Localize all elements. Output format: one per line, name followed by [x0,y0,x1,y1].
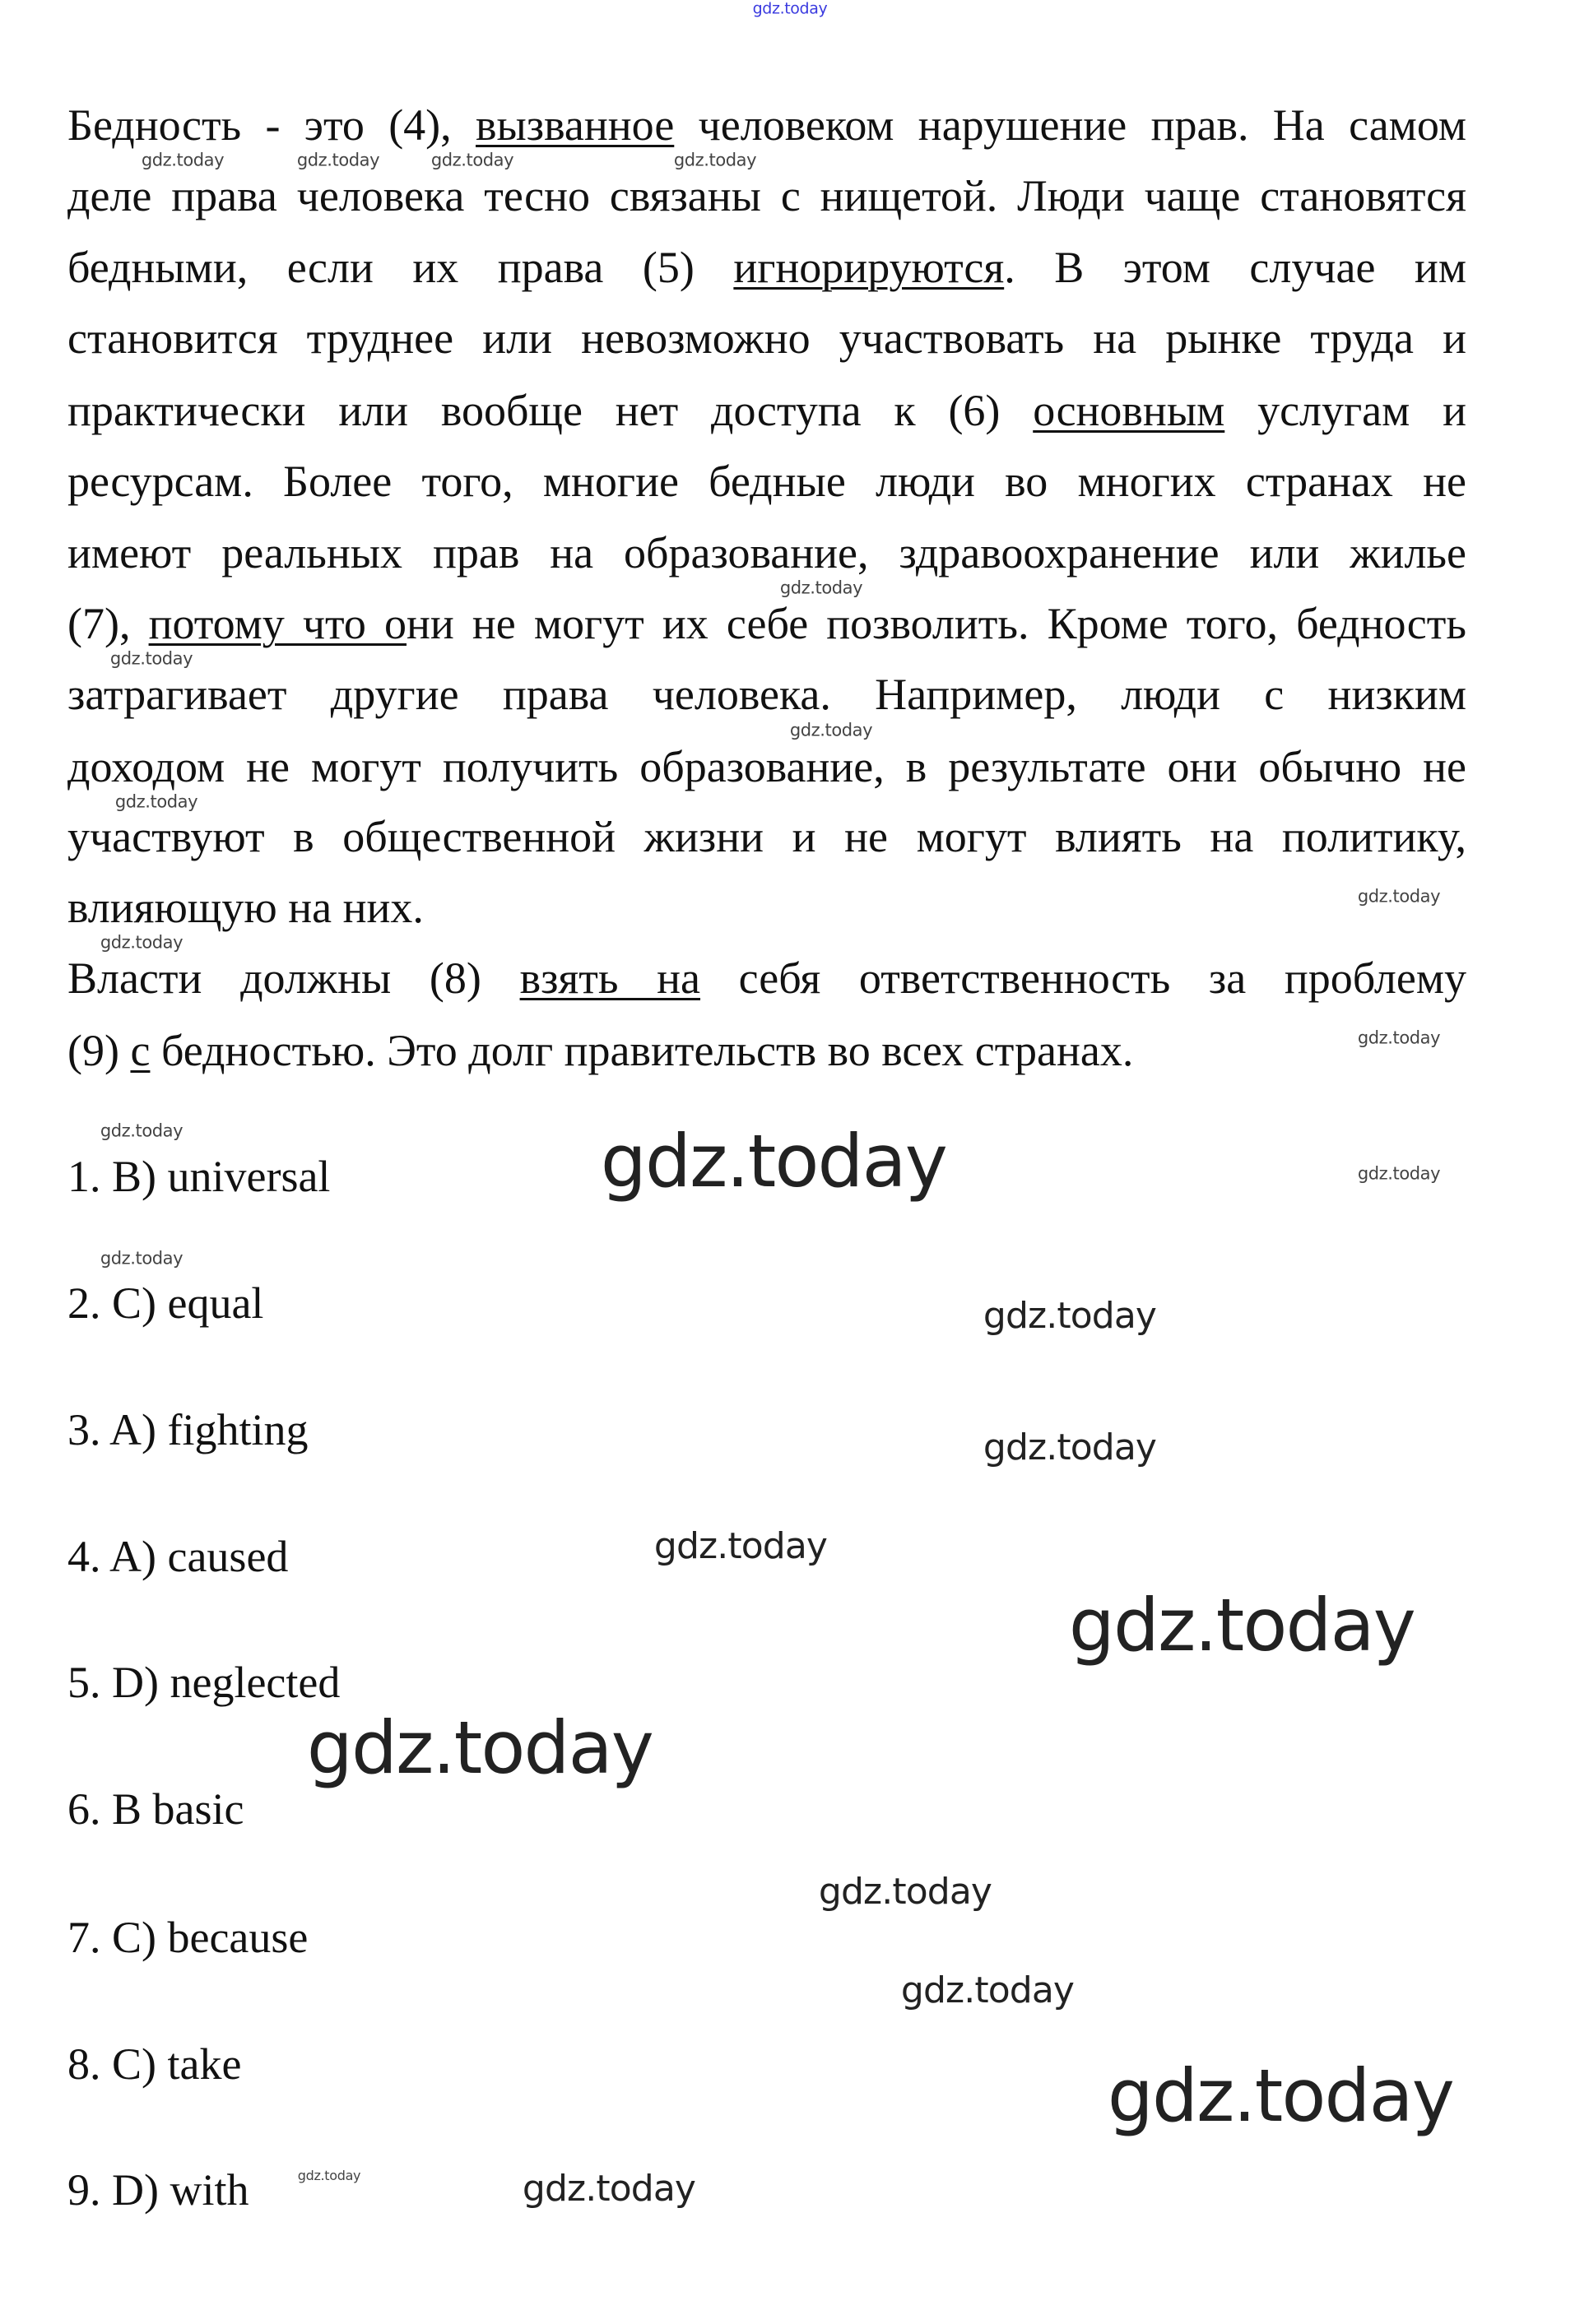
text-segment: становится труднее или невозможно участвовать на рынке труда и [67,313,1466,363]
text-segment: ресурсам. Более того, многие бедные люди во многих странах не [67,457,1466,506]
watermark: gdz.today [114,791,198,812]
text-segment: . В этом случае им [1004,243,1466,292]
watermark: gdz.today [100,932,184,953]
text-line [67,313,1466,363]
underlined-word: потому что о [148,599,407,648]
text-line [67,388,1466,433]
underlined-word: с [130,1026,151,1075]
watermark: gdz.today [789,720,873,740]
text-segment: влияющую на них. [67,883,424,932]
watermark: gdz.today [109,648,193,669]
text-line [67,1028,1466,1073]
watermark: gdz.today [1357,886,1441,907]
answer-item: 8. C) take [67,2039,242,2089]
text-segment: человеком нарушение прав. На самом [674,100,1466,150]
text-segment: Бедность - это (4), [67,100,476,150]
text-segment: ни не могут их себе позволить. Кроме того, бедность [407,599,1467,648]
text-line [67,100,1466,150]
text-segment: затрагивает другие права человека. Например, люди с низким [67,670,1466,719]
text-segment: участвуют в общественной жизни и не могут влиять на политику, [67,812,1466,861]
text-line [67,742,1466,791]
watermark: gdz.today [297,2168,361,2183]
text-segment: имеют реальных прав на образование, здравоохранение или жилье [67,528,1466,578]
text-line [67,171,1466,220]
text-line [67,814,1466,859]
text-segment: практически или вообще нет доступа к (6) [67,386,1034,435]
text-line [67,601,1466,646]
watermark: gdz.today [673,150,757,170]
answer-item: 1. B) universal [67,1152,331,1201]
text-segment: себя ответственность за проблему [700,953,1467,1003]
watermark: gdz.today [1357,1163,1441,1184]
watermark: gdz.today [296,150,380,170]
text-line [67,885,1466,930]
answer-item: 3. A) fighting [67,1405,309,1454]
watermark: gdz.today [430,150,514,170]
watermark: gdz.today [779,578,863,598]
underlined-word: основным [1033,386,1225,435]
answer-item: 2. C) equal [67,1278,264,1328]
text-line [67,457,1466,506]
text-segment: бедными, если их права (5) [67,243,734,292]
text-segment: деле права человека тесно связаны с нищетой. Люди чаще становятся [67,171,1466,220]
watermark: gdz.today [100,1120,184,1141]
text-segment: бедностью. Это долг правительств во всех странах. [150,1026,1134,1075]
text-segment: услугам и [1224,386,1466,435]
answer-item: 6. B basic [67,1784,244,1834]
text-segment: Власти должны (8) [67,953,520,1003]
text-segment: доходом не могут получить образование, в результате они обычно не [67,742,1466,791]
watermark: gdz.today [100,1248,184,1269]
watermark: gdz.today [1107,2053,1454,2138]
watermark: gdz.today [600,1119,947,1204]
watermark: gdz.today [306,1705,653,1790]
text-segment: (7), [67,599,149,648]
answer-item: 7. C) because [67,1913,309,1962]
header-watermark: gdz.today [752,0,828,18]
watermark: gdz.today [141,150,225,170]
text-line [67,672,1466,717]
answer-item: 4. A) caused [67,1532,289,1581]
watermark: gdz.today [818,1871,992,1913]
text-line [67,245,1466,290]
text-line [67,528,1466,578]
answer-item: 5. D) neglected [67,1658,341,1707]
watermark: gdz.today [900,1969,1075,2011]
text-line [67,953,1467,1003]
text-segment: (9) [67,1026,131,1075]
watermark: gdz.today [1068,1583,1415,1668]
watermark: gdz.today [983,1426,1157,1468]
watermark: gdz.today [653,1525,828,1567]
watermark: gdz.today [983,1295,1157,1337]
underlined-word: вызванное [476,100,675,150]
watermark: gdz.today [1357,1027,1441,1048]
underlined-word: взять на [519,953,701,1003]
watermark: gdz.today [522,2168,696,2210]
answer-item: 9. D) with [67,2165,249,2215]
underlined-word: игнорируются [733,243,1005,292]
